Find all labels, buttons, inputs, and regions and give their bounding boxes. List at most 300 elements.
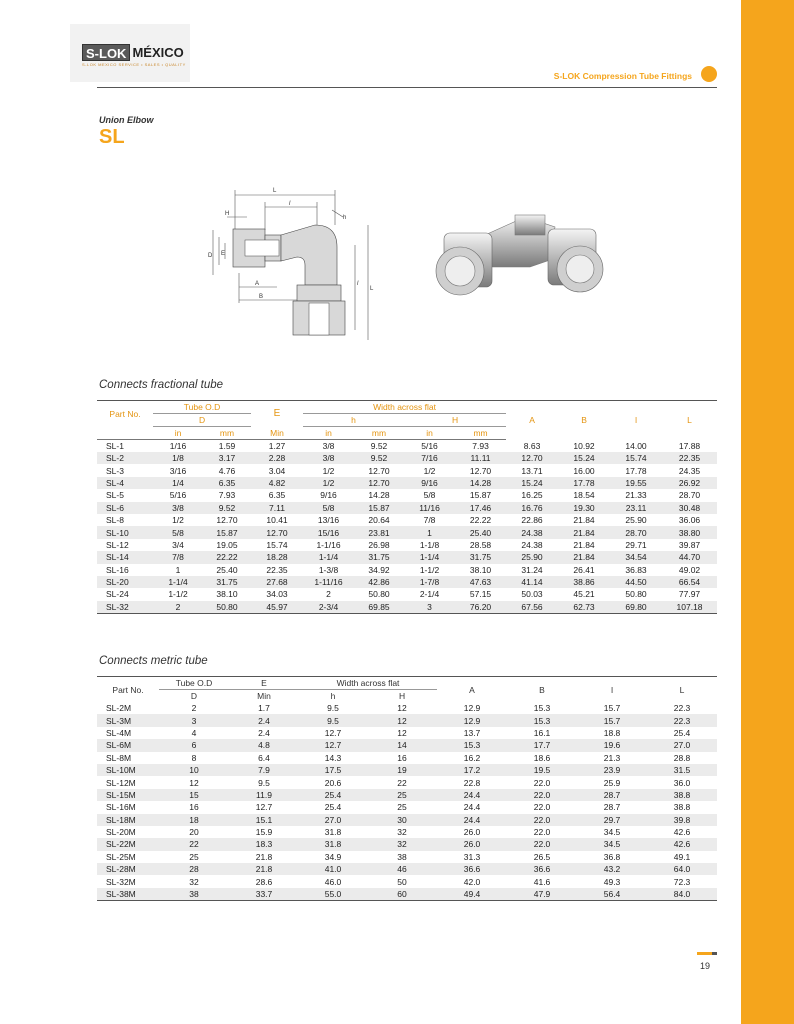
technical-drawing (205, 185, 390, 345)
table-cell: 15.3 (533, 703, 551, 714)
table-row (97, 776, 717, 788)
fractional-section-title: Connects fractional tube (99, 379, 224, 391)
table-cell: 39.87 (678, 539, 701, 550)
table-cell: SL-12 (106, 539, 129, 550)
table-cell: SL-5 (106, 490, 124, 501)
metric-col-header-min: Min (257, 691, 271, 701)
table-cell: 10.92 (573, 440, 595, 451)
table-cell: 10 (159, 764, 229, 776)
table-cell: 33.7 (229, 888, 299, 901)
table-cell: 25.4 (673, 727, 691, 738)
unit-mm-2: mm (354, 427, 404, 440)
table-cell: 77.97 (678, 589, 701, 600)
dim-label-A: A (255, 281, 260, 287)
table-cell: 9.5 (258, 777, 270, 788)
table-cell: 32 (397, 827, 407, 838)
product-code: SL (99, 126, 125, 148)
table-row (97, 764, 717, 776)
table-cell: 18.54 (573, 490, 595, 501)
table-cell: 21.84 (573, 539, 595, 550)
table-cell: 16.1 (533, 727, 551, 738)
table-cell: 76.20 (455, 601, 506, 614)
table-cell: 69.85 (354, 601, 404, 614)
table-cell: 66.54 (662, 576, 717, 588)
table-cell: 18 (159, 814, 229, 826)
table-cell: 39.8 (647, 814, 717, 826)
table-cell: 14 (367, 739, 437, 751)
table-cell: 4.82 (251, 477, 303, 489)
table-cell: 30.48 (662, 502, 717, 514)
dim-label-E: E (221, 251, 226, 257)
table-cell: 16.25 (521, 490, 543, 501)
table-cell: 84.0 (647, 888, 717, 901)
table-cell: 45.97 (251, 601, 303, 614)
table-row (97, 489, 717, 501)
table-cell: SL-10 (97, 526, 153, 538)
table-cell: 3/8 (322, 441, 335, 451)
table-cell: 36.6 (437, 863, 507, 875)
table-cell: 15 (159, 789, 229, 801)
table-row (97, 576, 717, 588)
table-cell: 19.5 (507, 764, 577, 776)
table-cell: 44.70 (662, 551, 717, 563)
table-cell: 1/16 (169, 441, 187, 451)
table-cell: 15.74 (610, 452, 662, 464)
table-cell: 10.41 (266, 515, 288, 526)
table-cell: 17.78 (558, 477, 610, 489)
col-header-e: E (273, 407, 281, 419)
table-cell: 15.87 (354, 502, 404, 514)
table-cell: 47.9 (507, 888, 577, 901)
table-cell: 22 (397, 777, 407, 788)
col-header-part-no: Part No. (109, 408, 141, 419)
table-cell: 31.8 (299, 838, 367, 850)
table-cell: 6 (159, 739, 229, 751)
table-cell: 22.0 (507, 789, 577, 801)
table-cell: 15.3 (507, 714, 577, 726)
table-cell: 31.3 (463, 851, 481, 862)
table-cell: 28.8 (673, 752, 691, 763)
table-cell: SL-4M (106, 727, 132, 738)
side-accent-bar (741, 0, 794, 1024)
table-cell: 9.52 (203, 502, 251, 514)
table-row (97, 601, 717, 614)
table-cell: 18.28 (251, 551, 303, 563)
table-cell: 1.59 (218, 441, 236, 451)
table-cell: 14.00 (625, 440, 647, 451)
table-cell: 22.86 (521, 515, 543, 526)
table-cell: 41.6 (533, 876, 551, 887)
table-row (97, 440, 717, 453)
table-cell: 38 (159, 888, 229, 901)
table-row (97, 452, 717, 464)
table-cell: 60 (367, 888, 437, 901)
col-header-l-big: L (687, 415, 692, 426)
col-header-a: A (529, 415, 535, 426)
table-cell: 1-7/8 (404, 576, 455, 588)
table-cell: 3/8 (303, 452, 354, 464)
table-cell: 4.8 (229, 739, 299, 751)
table-cell: SL-3 (106, 465, 124, 476)
table-cell: 24.4 (437, 814, 507, 826)
table-cell: 2-3/4 (303, 601, 354, 614)
table-cell: 32 (189, 876, 199, 887)
table-cell: 26.0 (463, 827, 481, 838)
table-cell: 5/8 (153, 526, 203, 538)
table-cell: 21.33 (625, 490, 647, 501)
page-number: 19 (700, 961, 711, 971)
table-row (97, 752, 717, 764)
table-cell: SL-16M (106, 802, 136, 813)
table-cell: 22.8 (463, 777, 481, 788)
logo-tagline: S-LOK MEXICO SERVICE • SALES • QUALITY (82, 62, 186, 67)
table-cell: 34.54 (610, 551, 662, 563)
table-cell: 26.41 (573, 564, 595, 575)
table-cell: SL-14 (97, 551, 153, 563)
table-cell: 12.70 (506, 452, 558, 464)
table-cell: 12.70 (251, 526, 303, 538)
table-cell: SL-4 (97, 477, 153, 489)
col-header-l-small: l (635, 415, 637, 426)
table-cell: 7.9 (229, 764, 299, 776)
table-cell: 31.5 (647, 764, 717, 776)
table-row (97, 888, 717, 901)
table-cell: 14.3 (324, 752, 342, 763)
table-cell: 27.0 (299, 814, 367, 826)
table-row (97, 702, 717, 714)
table-cell: 49.02 (678, 564, 701, 575)
table-row (97, 863, 717, 875)
table-cell: SL-22M (97, 838, 159, 850)
table-cell: 36.0 (673, 777, 691, 788)
table-cell: 19.6 (577, 739, 647, 751)
metric-col-header-tube-od: Tube O.D (159, 677, 229, 690)
table-row (97, 477, 717, 489)
table-cell: 16 (189, 802, 199, 813)
table-row (97, 526, 717, 538)
table-cell: 1-1/8 (419, 539, 440, 550)
table-row (97, 875, 717, 887)
table-cell: 49.4 (437, 888, 507, 901)
table-cell: 57.15 (469, 589, 492, 600)
logo-box-text: S-LOK (82, 44, 130, 61)
table-cell: 11.9 (229, 789, 299, 801)
table-cell: 15.87 (203, 526, 251, 538)
table-cell: 41.14 (506, 576, 558, 588)
table-cell: 1/4 (153, 477, 203, 489)
table-cell: 32 (367, 838, 437, 850)
table-cell: 28.7 (577, 789, 647, 801)
table-cell: 22.0 (507, 838, 577, 850)
table-cell: SL-20M (106, 827, 136, 838)
col-header-tube-od: Tube O.D (153, 401, 251, 414)
table-cell: 21.3 (603, 752, 621, 763)
table-cell: 45.21 (573, 589, 595, 600)
table-cell: 14.28 (368, 490, 390, 501)
table-cell: 24.4 (437, 789, 507, 801)
table-row (97, 826, 717, 838)
table-cell: 11/16 (404, 502, 455, 514)
product-subtitle: Union Elbow (99, 115, 154, 125)
table-cell: 13.71 (521, 465, 543, 476)
table-cell: 21.84 (558, 526, 610, 538)
table-cell: 9.52 (370, 441, 388, 451)
col-header-d: D (153, 414, 251, 427)
table-cell: 13.7 (463, 727, 481, 738)
table-row (97, 514, 717, 526)
unit-in-2: in (303, 427, 354, 440)
table-cell: 11.11 (455, 452, 506, 464)
table-cell: SL-24 (106, 589, 129, 600)
table-cell: SL-6M (97, 739, 159, 751)
table-cell: 16.00 (573, 465, 595, 476)
table-cell: 7.93 (472, 441, 489, 451)
table-cell: 38.86 (558, 576, 610, 588)
table-cell: 3.04 (268, 465, 286, 476)
metric-col-header-h-small: h (330, 691, 336, 701)
table-cell: 5/16 (169, 490, 187, 501)
table-cell: 25.4 (299, 789, 367, 801)
table-cell: 1-1/2 (419, 564, 440, 575)
table-cell: 20.64 (368, 515, 390, 526)
table-cell: 19.55 (610, 477, 662, 489)
table-cell: 46 (367, 863, 437, 875)
table-cell: 9.5 (299, 714, 367, 726)
table-cell: 5/8 (423, 490, 436, 501)
table-cell: 26.0 (437, 838, 507, 850)
table-cell: 1-3/8 (318, 564, 339, 575)
unit-mm-3: mm (455, 427, 506, 440)
table-cell: SL-15M (97, 789, 159, 801)
table-cell: 14.28 (455, 477, 506, 489)
table-cell: 20 (189, 827, 199, 838)
dim-label-D: D (208, 253, 213, 259)
table-cell: 2 (326, 589, 331, 600)
table-cell: 4.76 (218, 465, 236, 476)
table-cell: 43.2 (577, 863, 647, 875)
table-cell: 5/16 (421, 441, 438, 451)
table-cell: 22.0 (533, 802, 551, 813)
table-row (97, 539, 717, 551)
dim-label-L2: L (370, 286, 374, 292)
table-cell: 12.7 (299, 739, 367, 751)
table-cell: 21.8 (229, 863, 299, 875)
table-cell: SL-25M (106, 851, 136, 862)
table-cell: 13/16 (317, 515, 340, 526)
table-cell: 22 (159, 838, 229, 850)
table-row (97, 801, 717, 813)
table-cell: 42.6 (673, 827, 691, 838)
table-cell: 21.84 (558, 551, 610, 563)
table-cell: SL-16 (106, 564, 129, 575)
table-cell: 50.80 (368, 589, 390, 600)
col-header-b: B (581, 415, 587, 426)
page-number-accent-dark (712, 952, 717, 955)
table-cell: 34.9 (324, 851, 342, 862)
table-cell: SL-32M (106, 876, 136, 887)
table-cell: 36.06 (678, 515, 701, 526)
dim-label-h: h (343, 215, 347, 221)
table-cell: 1 (175, 564, 181, 575)
dim-label-H: H (225, 211, 230, 217)
table-row (97, 727, 717, 739)
table-cell: 22.0 (507, 814, 577, 826)
metric-col-header-l-small: l (611, 684, 613, 695)
table-cell: 24.38 (521, 539, 543, 550)
table-cell: 15.1 (229, 814, 299, 826)
table-cell: 18.6 (533, 752, 551, 763)
table-cell: 12 (367, 714, 437, 726)
table-cell: 34.92 (368, 564, 390, 575)
table-cell: 15.87 (469, 490, 492, 501)
table-cell: 2 (153, 601, 203, 614)
table-cell: 1.27 (268, 441, 286, 451)
table-cell: 24.35 (678, 465, 701, 476)
table-cell: 22.0 (533, 827, 551, 838)
table-cell: 34.5 (603, 827, 621, 838)
table-cell: 56.4 (577, 888, 647, 901)
table-cell: 17.46 (455, 502, 506, 514)
table-cell: 50.80 (203, 601, 251, 614)
metric-col-header-width-across-flat: Width across flat (299, 677, 437, 690)
table-cell: 1-1/2 (168, 589, 188, 600)
table-cell: 38.10 (216, 589, 238, 600)
table-cell: 26.5 (533, 851, 551, 862)
table-cell: 30 (367, 814, 437, 826)
table-row (97, 739, 717, 751)
table-cell: 38.8 (647, 789, 717, 801)
table-cell: 1.7 (258, 703, 270, 714)
table-cell: 26.92 (662, 477, 717, 489)
table-cell: 46.0 (324, 876, 342, 887)
metric-col-header-d: D (190, 691, 198, 701)
table-cell: 25 (397, 802, 407, 813)
table-cell: 12.9 (463, 703, 481, 714)
table-cell: 67.56 (506, 601, 558, 614)
table-cell: 3 (159, 714, 229, 726)
table-cell: 31.24 (521, 564, 543, 575)
table-cell: SL-18M (97, 814, 159, 826)
table-cell: 31.75 (354, 551, 404, 563)
table-cell: 9/16 (320, 490, 337, 501)
table-cell: 42.86 (354, 576, 404, 588)
table-cell: 8 (191, 752, 197, 763)
table-row (97, 789, 717, 801)
table-cell: 2.28 (251, 452, 303, 464)
table-cell: 27.0 (647, 739, 717, 751)
table-cell: 47.63 (455, 576, 506, 588)
table-row (97, 564, 717, 576)
table-cell: 50.03 (521, 589, 543, 600)
table-cell: 9/16 (404, 477, 455, 489)
table-cell: 28.6 (255, 876, 273, 887)
table-cell: 22.35 (266, 564, 288, 575)
table-cell: 49.3 (603, 876, 621, 887)
table-cell: 38.10 (469, 564, 492, 575)
table-cell: 41.0 (299, 863, 367, 875)
table-cell: 28.58 (469, 539, 492, 550)
table-cell: 2.4 (258, 727, 270, 738)
table-cell: 1/2 (172, 515, 184, 526)
table-cell: SL-6 (97, 502, 153, 514)
table-cell: 17.7 (507, 739, 577, 751)
table-cell: 28.7 (603, 802, 621, 813)
table-cell: 26.98 (368, 539, 390, 550)
table-cell: 1/8 (153, 452, 203, 464)
table-cell: 38 (397, 851, 407, 862)
table-row (97, 588, 717, 600)
table-cell: SL-10M (97, 764, 159, 776)
logo-text: MÉXICO (132, 45, 184, 60)
table-cell: 28.70 (678, 490, 701, 501)
table-cell: 6.35 (203, 477, 251, 489)
table-cell: 22.3 (647, 714, 717, 726)
dim-label-B: B (259, 294, 264, 300)
table-cell: 21.84 (573, 515, 595, 526)
table-cell: 12.70 (354, 477, 404, 489)
table-cell: 21.8 (255, 851, 273, 862)
table-cell: 15.24 (506, 477, 558, 489)
table-cell: 44.50 (610, 576, 662, 588)
fractional-table (97, 400, 717, 614)
table-cell: 1-11/16 (303, 576, 354, 588)
table-cell: 38.8 (673, 802, 691, 813)
table-cell: SL-12M (106, 777, 136, 788)
table-cell: SL-2M (106, 703, 132, 714)
table-cell: 17.78 (625, 465, 647, 476)
table-cell: 1/2 (303, 477, 354, 489)
table-cell: 12.9 (437, 714, 507, 726)
table-cell: 2.4 (229, 714, 299, 726)
col-header-h-small: h (303, 414, 404, 427)
table-cell: 42.0 (463, 876, 481, 887)
table-row (97, 551, 717, 563)
table-row (97, 502, 717, 514)
table-cell: 25.40 (216, 564, 238, 575)
table-cell: SL-32 (97, 601, 153, 614)
table-cell: 12.70 (368, 465, 390, 476)
table-row (97, 714, 717, 726)
table-cell: 22.35 (662, 452, 717, 464)
metric-col-header-e: E (229, 677, 299, 690)
table-cell: 107.18 (662, 601, 717, 614)
dim-label-l: l (289, 201, 291, 207)
table-row (97, 814, 717, 826)
table-cell: 8.63 (523, 440, 541, 451)
table-cell: 36.6 (507, 863, 577, 875)
table-cell: 7/8 (423, 515, 436, 526)
metric-col-header-h-big: H (398, 691, 406, 701)
table-cell: 25 (189, 851, 199, 862)
col-header-h-big: H (404, 414, 506, 427)
table-cell: 3/4 (172, 539, 184, 550)
table-cell: 69.80 (610, 601, 662, 614)
table-cell: 7.93 (218, 490, 236, 501)
table-cell: 17.2 (437, 764, 507, 776)
unit-min: Min (251, 427, 303, 440)
col-header-width-across-flat: Width across flat (303, 401, 506, 414)
table-cell: 3/8 (153, 502, 203, 514)
table-cell: 12.7 (255, 802, 273, 813)
table-cell: 23.11 (610, 502, 662, 514)
metric-col-header-b: B (539, 684, 545, 695)
table-cell: 36.8 (603, 851, 621, 862)
table-cell: 31.75 (455, 551, 506, 563)
table-cell: SL-28M (97, 863, 159, 875)
table-cell: 18.8 (603, 727, 621, 738)
table-cell: 9.5 (327, 703, 339, 714)
table-cell: 15.3 (437, 739, 507, 751)
